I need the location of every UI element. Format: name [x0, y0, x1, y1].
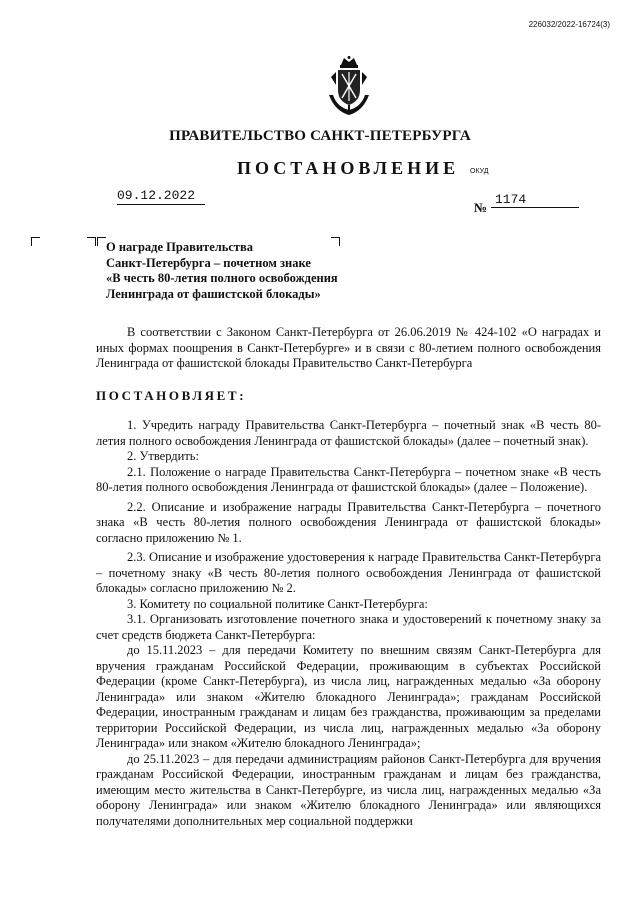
- government-title: ПРАВИТЕЛЬСТВО САНКТ-ПЕТЕРБУРГА: [169, 128, 471, 144]
- corner-mark: [87, 237, 96, 246]
- paragraph: до 15.11.2023 – для передачи Комитету по внешним связям Санкт-Петербурга для вручения гражданам Российской Федерации, проживающим в субъектах Российской Федерации (кроме Санкт-Петербурга), из числа лиц, награжденных медалью «За оборону Ленинграда» или знаком «Жителю блокадного Ленинграда»; гражданам Российской Федерации, иностранным гражданам и лицам без гражданства, проживающим за пределами территории Российской Федерации, из числа лиц, награжденных медалью «За оборону Ленинграда» или знаком «Жителю блокадного Ленинграда»;: [96, 643, 601, 750]
- document-number-field: 1174: [491, 192, 579, 208]
- corner-mark: [97, 237, 106, 246]
- document-type: ПОСТАНОВЛЕНИЕ: [237, 158, 460, 178]
- paragraph: 2.3. Описание и изображение удостоверения к награде Правительства Санкт-Петербурга – почетному знаку «В честь 80-летия полного освобождения Ленинграда от фашистской блокады» согласно приложению № 2.: [96, 550, 601, 595]
- okud-label: ОКУД: [470, 168, 489, 175]
- preamble: В соответствии с Законом Санкт-Петербурга от 26.06.2019 № 424-102 «О наградах и иных формах поощрения в Санкт-Петербурге» и в связи с 80-летием полного освобождения Ленинграда от фашистской блокады Правительство Санкт-Петербурга: [96, 325, 601, 370]
- paragraph: 1. Учредить награду Правительства Санкт-Петербурга – почетный знак «В честь 80-летия полного освобождения Ленинграда от фашистской блокады» (далее – почетный знак).: [96, 418, 601, 448]
- subject-line: Ленинграда от фашистской блокады»: [106, 286, 321, 301]
- document-body: [96, 418, 601, 829]
- subject-line: Санкт-Петербурга – почетном знаке: [106, 255, 311, 270]
- paragraph: 2. Утвердить:: [127, 449, 199, 463]
- paragraph: 2.2. Описание и изображение награды Правительства Санкт-Петербурга – почетного знака «В честь 80-летия полного освобождения Ленинграда от фашистской блокады» согласно приложению № 1.: [96, 499, 601, 545]
- paragraph: 3. Комитету по социальной политике Санкт-Петербурга:: [127, 596, 428, 611]
- subject-line: О награде Правительства: [106, 240, 254, 254]
- paragraph: 2.1. Положение о награде Правительства Санкт-Петербурга – почетном знаке «В честь 80-летия полного освобождения Ленинграда от фашистской блокады» (далее – Положение).: [96, 464, 601, 494]
- document-subject: [106, 240, 338, 302]
- subject-line: «В честь 80-летия полного освобождения: [106, 271, 338, 285]
- paragraph: 3.1. Организовать изготовление почетного знака и удостоверений к почетному знаку за счет средств бюджета Санкт-Петербурга:: [96, 612, 601, 642]
- paragraph: до 25.11.2023 – для передачи администрациям районов Санкт-Петербурга для вручения гражданам Российской Федерации, иностранным гражданам и лицам без гражданства, имеющим место жительства в Санкт-Петербурге, из числа лиц, награжденных медалью «За оборону Ленинграда» или знаком «Жителю блокадного Ленинграда» или являющихся получателями дополнительных мер социальной поддержки: [96, 751, 601, 828]
- coat-of-arms-icon: [325, 55, 373, 119]
- corner-mark: [31, 237, 40, 246]
- resolves-heading: ПОСТАНОВЛЯЕТ:: [96, 388, 247, 403]
- document-number: 226032/2022-16724(3): [528, 20, 610, 29]
- number-sign: №: [474, 200, 488, 215]
- document-date: 09.12.2022: [117, 188, 205, 205]
